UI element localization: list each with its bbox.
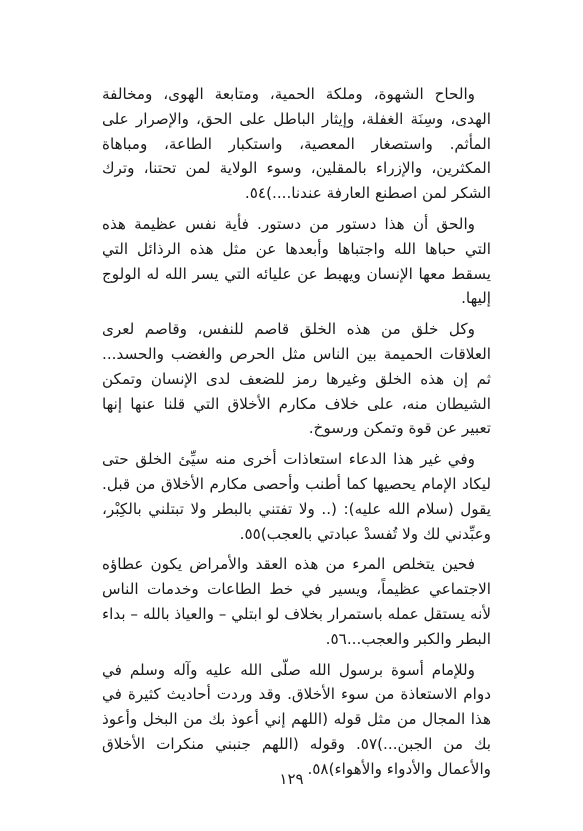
paragraph-2: والحق أن هذا دستور من دستور. فأية نفس عظيمة هذه التي حباها الله واجتباها وأبعدها عن مثل هذه الرذائل التي يسقط معها الإنسان ويهبط عن عليائه التي يسر الله له الولوج إليها. — [102, 214, 491, 308]
paragraph-6: وللإمام أسوة برسول الله صلّى الله عليه وآله وسلم في دوام الاستعاذة من سوء الأخلاق. وقد وردت أحاديث كثيرة في هذا المجال من مثل قوله (اللهم إني أعوذ بك من البخل وأعوذ بك من الجبن...)٥٧. وقوله (اللهم جنبني منكرات الأخلاق والأعمال والأدواء والأهواء)٥٨. — [102, 660, 491, 778]
paragraph-5: فحين يتخلص المرء من هذه العقد والأمراض يكون عطاؤه الاجتماعي عظيماً، ويسير في خط الطاعات وخدمات الناس لأنه يستقل عمله باستمرار بخلاف لو ابتلي – والعياذ بالله – بداء البطر والكبر والعجب...٥٦. — [102, 555, 491, 648]
body-text — [102, 82, 491, 788]
paragraph-1: والحاح الشهوة، وملكة الحمية، ومتابعة الهوى، ومخالفة الهدى، وسِنَة الغفلة، وإيثار الباطل على الحق، والإصرار على المأثم. واستصغار المعصية، واستكبار الطاعة، ومباهاة المكثرين، والإزراء بالمقلين، وسوء الولاية لمن تحتنا، وترك الشكر لمن اصطنع العارفة عندنا....)٥٤. — [102, 85, 491, 203]
paragraph-4: وفي غير هذا الدعاء استعاذات أخرى منه سيِّئ الخلق حتى ليكاد الإمام يحصيها كما أطنب وأحصى مكارم الأخلاق من قبل. يقول (سلام الله عليه): (.. ولا تفتني بالبطر ولا تبتلني بالكِبْر، وعبِّدني لك ولا تُفسدْ عبادتي بالعجب)٥٥. — [102, 450, 491, 543]
page-number: ١٢٩ — [279, 770, 304, 788]
paragraph-3: وكل خلق من هذه الخلق قاصم للنفس، وقاصم لعرى العلاقات الحميمة بين الناس مثل الحرص والغضب والحسد... ثم إن هذه الخلق وغيرها رمز للضعف لدى الإنسان وتمكن الشيطان منه، على خلاف مكارم الأخلاق التي قلنا عنها إنها تعبير عن قوة وتمكن ورسوخ. — [102, 320, 491, 438]
